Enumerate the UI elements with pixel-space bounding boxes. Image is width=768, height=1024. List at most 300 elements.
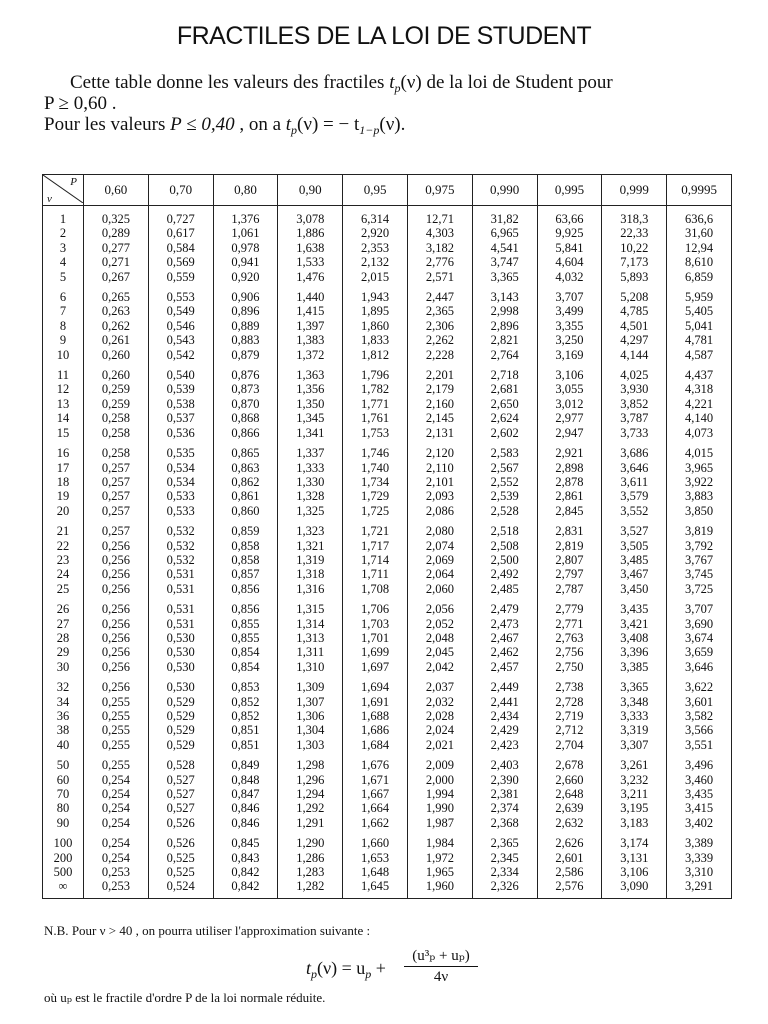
value-cell: 1,645 [343,879,408,898]
value-cell: 1,708 [343,582,408,596]
nu-cell: 24 [43,567,84,581]
value-cell: 1,333 [278,461,343,475]
nu-cell: 5 [43,270,84,284]
value-cell: 63,66 [537,206,602,227]
value-cell: 0,257 [84,518,149,538]
value-cell: 0,254 [84,801,149,815]
nu-cell: 23 [43,553,84,567]
value-cell: 3,211 [602,787,667,801]
p-subscript: p [311,967,318,981]
nu-cell: 11 [43,362,84,382]
value-cell: 4,587 [667,348,732,362]
value-cell: 3,450 [602,582,667,596]
value-cell: 4,604 [537,255,602,269]
value-cell: 2,639 [537,801,602,815]
nu-cell: 70 [43,787,84,801]
value-cell: 0,536 [148,426,213,440]
nu-cell: 500 [43,865,84,879]
table-row [43,830,732,850]
value-cell: 3,505 [602,539,667,553]
table-row [43,553,732,567]
value-cell: 1,313 [278,631,343,645]
value-cell: 2,093 [407,489,472,503]
value-cell: 0,259 [84,382,149,396]
value-cell: 2,179 [407,382,472,396]
value-cell: 3,460 [667,773,732,787]
table-row [43,504,732,518]
header-cell: 0,975 [407,175,472,206]
value-cell: 1,315 [278,596,343,616]
value-cell: 0,529 [148,738,213,752]
table-row [43,226,732,240]
value-cell: 3,922 [667,475,732,489]
value-cell: 1,721 [343,518,408,538]
header-cell: 0,70 [148,175,213,206]
value-cell: 3,787 [602,411,667,425]
value-cell: 1,292 [278,801,343,815]
value-cell: 1,972 [407,851,472,865]
value-cell: 4,221 [667,397,732,411]
value-cell: 0,868 [213,411,278,425]
value-cell: 1,318 [278,567,343,581]
value-cell: 1,307 [278,695,343,709]
value-cell: 0,258 [84,426,149,440]
value-cell: 6,314 [343,206,408,227]
value-cell: 1,717 [343,539,408,553]
table-row [43,518,732,538]
value-cell: 0,861 [213,489,278,503]
p-subscript: p [291,123,298,137]
value-cell: 2,069 [407,553,472,567]
value-cell: 1,699 [343,645,408,659]
value-cell: 2,009 [407,752,472,772]
value-cell: 2,776 [407,255,472,269]
value-cell: 2,576 [537,879,602,898]
intro-line-1 [44,72,744,93]
value-cell: 31,60 [667,226,732,240]
value-cell: 1,291 [278,816,343,830]
value-cell: 3,250 [537,333,602,347]
value-cell: 22,33 [602,226,667,240]
value-cell: 4,785 [602,304,667,318]
value-cell: 1,660 [343,830,408,850]
table-row [43,723,732,737]
value-cell: 1,397 [278,319,343,333]
value-cell: 3,131 [602,851,667,865]
value-cell: 0,525 [148,865,213,879]
value-cell: 1,771 [343,397,408,411]
value-cell: 0,267 [84,270,149,284]
value-cell: 0,846 [213,801,278,815]
value-cell: 3,291 [667,879,732,898]
table-row [43,440,732,460]
value-cell: 3,307 [602,738,667,752]
value-cell: 5,959 [667,284,732,304]
value-cell: 2,878 [537,475,602,489]
nu-cell: 34 [43,695,84,709]
value-cell: 0,849 [213,752,278,772]
value-cell: 3,143 [472,284,537,304]
value-cell: 2,479 [472,596,537,616]
value-cell: 1,676 [343,752,408,772]
table-row [43,801,732,815]
nu-cell: 38 [43,723,84,737]
value-cell: 1,330 [278,475,343,489]
value-cell: 1,740 [343,461,408,475]
value-cell: 0,845 [213,830,278,850]
value-cell: 2,896 [472,319,537,333]
value-cell: 3,582 [667,709,732,723]
value-cell: 3,733 [602,426,667,440]
value-cell: 0,325 [84,206,149,227]
value-cell: 0,617 [148,226,213,240]
table-row [43,773,732,787]
value-cell: 0,531 [148,582,213,596]
value-cell: 1,345 [278,411,343,425]
intro-text: Cette table donne les valeurs des fractiles [70,72,390,93]
table-row [43,397,732,411]
nu-cell: 3 [43,241,84,255]
value-cell: 2,060 [407,582,472,596]
value-cell: 3,310 [667,865,732,879]
nu-cell: ∞ [43,879,84,898]
nb-label: N.B. [44,923,69,938]
value-cell: 2,508 [472,539,537,553]
value-cell: 2,064 [407,567,472,581]
value-cell: 1,761 [343,411,408,425]
table-row [43,489,732,503]
value-cell: 1,328 [278,489,343,503]
value-cell: 31,82 [472,206,537,227]
value-cell: 2,681 [472,382,537,396]
header-cell: 0,9995 [667,175,732,206]
table-row [43,879,732,898]
table-row [43,362,732,382]
value-cell: 1,684 [343,738,408,752]
value-cell: 0,843 [213,851,278,865]
nu-cell: 15 [43,426,84,440]
corner-cell [43,175,84,206]
value-cell: 0,253 [84,865,149,879]
table-row [43,348,732,362]
value-cell: 1,286 [278,851,343,865]
value-cell: 0,255 [84,723,149,737]
value-cell: 2,037 [407,674,472,694]
nu-cell: 27 [43,617,84,631]
value-cell: 2,602 [472,426,537,440]
value-cell: 3,402 [667,816,732,830]
plus-sign: + [371,958,386,978]
value-cell: 3,883 [667,489,732,503]
value-cell: 0,256 [84,660,149,674]
value-cell: 3,106 [537,362,602,382]
header-cell: 0,60 [84,175,149,206]
value-cell: 0,262 [84,319,149,333]
nu-cell: 25 [43,582,84,596]
value-cell: 0,852 [213,695,278,709]
value-cell: 4,541 [472,241,537,255]
value-cell: 1,701 [343,631,408,645]
value-cell: 0,265 [84,284,149,304]
value-cell: 0,255 [84,752,149,772]
value-cell: 0,261 [84,333,149,347]
nu-cell: 90 [43,816,84,830]
value-cell: 318,3 [602,206,667,227]
value-cell: 1,686 [343,723,408,737]
value-cell: 2,650 [472,397,537,411]
value-cell: 2,712 [537,723,602,737]
nu-arg: (ν) [400,72,422,93]
table-row [43,645,732,659]
value-cell: 10,22 [602,241,667,255]
value-cell: 8,610 [667,255,732,269]
value-cell: 0,883 [213,333,278,347]
value-cell: 2,403 [472,752,537,772]
value-cell: 2,704 [537,738,602,752]
value-cell: 0,534 [148,475,213,489]
value-cell: 2,390 [472,773,537,787]
approximation-formula [306,944,506,994]
value-cell: 2,807 [537,553,602,567]
value-cell: 0,533 [148,504,213,518]
nu-cell: 1 [43,206,84,227]
value-cell: 0,260 [84,362,149,382]
value-cell: 3,601 [667,695,732,709]
value-cell: 1,994 [407,787,472,801]
value-cell: 3,183 [602,816,667,830]
value-cell: 0,858 [213,553,278,567]
nu-cell: 20 [43,504,84,518]
value-cell: 1,714 [343,553,408,567]
value-cell: 3,551 [667,738,732,752]
value-cell: 1,960 [407,879,472,898]
value-cell: 0,532 [148,539,213,553]
value-cell: 1,310 [278,660,343,674]
value-cell: 0,855 [213,617,278,631]
value-cell: 0,256 [84,582,149,596]
value-cell: 2,131 [407,426,472,440]
value-cell: 2,485 [472,582,537,596]
nu-cell: 9 [43,333,84,347]
value-cell: 3,707 [537,284,602,304]
value-cell: 1,363 [278,362,343,382]
value-cell: 0,559 [148,270,213,284]
value-cell: 0,854 [213,660,278,674]
value-cell: 0,526 [148,816,213,830]
value-cell: 0,534 [148,461,213,475]
value-cell: 3,527 [602,518,667,538]
value-cell: 0,530 [148,645,213,659]
value-cell: 2,045 [407,645,472,659]
nu-cell: 12 [43,382,84,396]
nu-cell: 19 [43,489,84,503]
intro-text-end: de la loi de Student pour [421,72,613,93]
value-cell: 2,429 [472,723,537,737]
nu-cell: 30 [43,660,84,674]
value-cell: 3,747 [472,255,537,269]
corner-nu: ν [47,193,52,205]
value-cell: 0,254 [84,773,149,787]
value-cell: 2,861 [537,489,602,503]
value-cell: 7,173 [602,255,667,269]
value-cell: 0,533 [148,489,213,503]
value-cell: 0,271 [84,255,149,269]
value-cell: 2,586 [537,865,602,879]
value-cell: 0,538 [148,397,213,411]
value-cell: 2,000 [407,773,472,787]
value-cell: 3,385 [602,660,667,674]
value-cell: 1,298 [278,752,343,772]
nb-text: Pour ν > 40 , on pourra utiliser l'approximation suivante : [68,923,371,938]
nu-cell: 18 [43,475,84,489]
value-cell: 0,256 [84,596,149,616]
value-cell: 0,532 [148,518,213,538]
equation-end: (ν). [379,114,406,135]
value-cell: 3,646 [667,660,732,674]
value-cell: 3,396 [602,645,667,659]
value-cell: 0,255 [84,709,149,723]
value-cell: 2,977 [537,411,602,425]
value-cell: 0,851 [213,723,278,737]
value-cell: 2,145 [407,411,472,425]
value-cell: 2,024 [407,723,472,737]
nu-cell: 16 [43,440,84,460]
value-cell: 1,356 [278,382,343,396]
value-cell: 3,435 [602,596,667,616]
value-cell: 0,852 [213,709,278,723]
value-cell: 2,201 [407,362,472,382]
value-cell: 0,258 [84,411,149,425]
value-cell: 3,690 [667,617,732,631]
p-subscript: p [365,967,372,981]
value-cell: 1,782 [343,382,408,396]
table-row [43,284,732,304]
header-row [43,175,732,206]
table-row [43,304,732,318]
table-row [43,787,732,801]
nu-cell: 60 [43,773,84,787]
value-cell: 0,879 [213,348,278,362]
intro-line-3 [44,114,744,135]
value-cell: 2,365 [407,304,472,318]
value-cell: 2,821 [472,333,537,347]
value-cell: 0,920 [213,270,278,284]
value-cell: 636,6 [667,206,732,227]
value-cell: 3,182 [407,241,472,255]
value-cell: 12,71 [407,206,472,227]
value-cell: 2,738 [537,674,602,694]
nu-cell: 29 [43,645,84,659]
value-cell: 4,501 [602,319,667,333]
value-cell: 0,254 [84,851,149,865]
value-cell: 2,021 [407,738,472,752]
value-cell: 1,376 [213,206,278,227]
value-cell: 2,601 [537,851,602,865]
value-cell: 2,086 [407,504,472,518]
value-cell: 0,256 [84,631,149,645]
value-cell: 9,925 [537,226,602,240]
value-cell: 0,863 [213,461,278,475]
value-cell: 0,254 [84,787,149,801]
value-cell: 2,120 [407,440,472,460]
value-cell: 2,306 [407,319,472,333]
intro-paragraph [44,72,744,135]
value-cell: 2,998 [472,304,537,318]
value-cell: 2,898 [537,461,602,475]
value-cell: 0,846 [213,816,278,830]
value-cell: 1,304 [278,723,343,737]
value-cell: 3,365 [472,270,537,284]
value-cell: 5,893 [602,270,667,284]
value-cell: 2,539 [472,489,537,503]
value-cell: 0,842 [213,879,278,898]
value-cell: 2,160 [407,397,472,411]
value-cell: 4,318 [667,382,732,396]
value-cell: 0,539 [148,382,213,396]
nu-cell: 13 [43,397,84,411]
table-row [43,319,732,333]
value-cell: 0,727 [148,206,213,227]
value-cell: 1,323 [278,518,343,538]
table-row [43,255,732,269]
value-cell: 1,725 [343,504,408,518]
value-cell: 0,540 [148,362,213,382]
value-cell: 3,106 [602,865,667,879]
value-cell: 0,941 [213,255,278,269]
value-cell: 2,365 [472,830,537,850]
value-cell: 3,646 [602,461,667,475]
value-cell: 1,703 [343,617,408,631]
value-cell: 0,866 [213,426,278,440]
value-cell: 5,405 [667,304,732,318]
value-cell: 1,729 [343,489,408,503]
value-cell: 1,638 [278,241,343,255]
value-cell: 2,074 [407,539,472,553]
value-cell: 6,859 [667,270,732,284]
value-cell: 4,303 [407,226,472,240]
table-row [43,709,732,723]
value-cell: 0,257 [84,489,149,503]
value-cell: 2,771 [537,617,602,631]
table-row [43,475,732,489]
value-cell: 0,848 [213,773,278,787]
value-cell: 3,930 [602,382,667,396]
value-cell: 2,750 [537,660,602,674]
nu-cell: 6 [43,284,84,304]
value-cell: 0,851 [213,738,278,752]
value-cell: 0,860 [213,504,278,518]
value-cell: 0,862 [213,475,278,489]
value-cell: 0,526 [148,830,213,850]
table-row [43,695,732,709]
table-row [43,631,732,645]
value-cell: 3,622 [667,674,732,694]
value-cell: 2,345 [472,851,537,865]
table-row [43,582,732,596]
header-cell: 0,995 [537,175,602,206]
value-cell: 5,841 [537,241,602,255]
table-row [43,461,732,475]
value-cell: 0,525 [148,851,213,865]
value-cell: 2,763 [537,631,602,645]
value-cell: 0,532 [148,553,213,567]
table-row [43,206,732,227]
value-cell: 0,254 [84,830,149,850]
value-cell: 1,440 [278,284,343,304]
value-cell: 0,263 [84,304,149,318]
value-cell: 12,94 [667,241,732,255]
value-cell: 0,857 [213,567,278,581]
